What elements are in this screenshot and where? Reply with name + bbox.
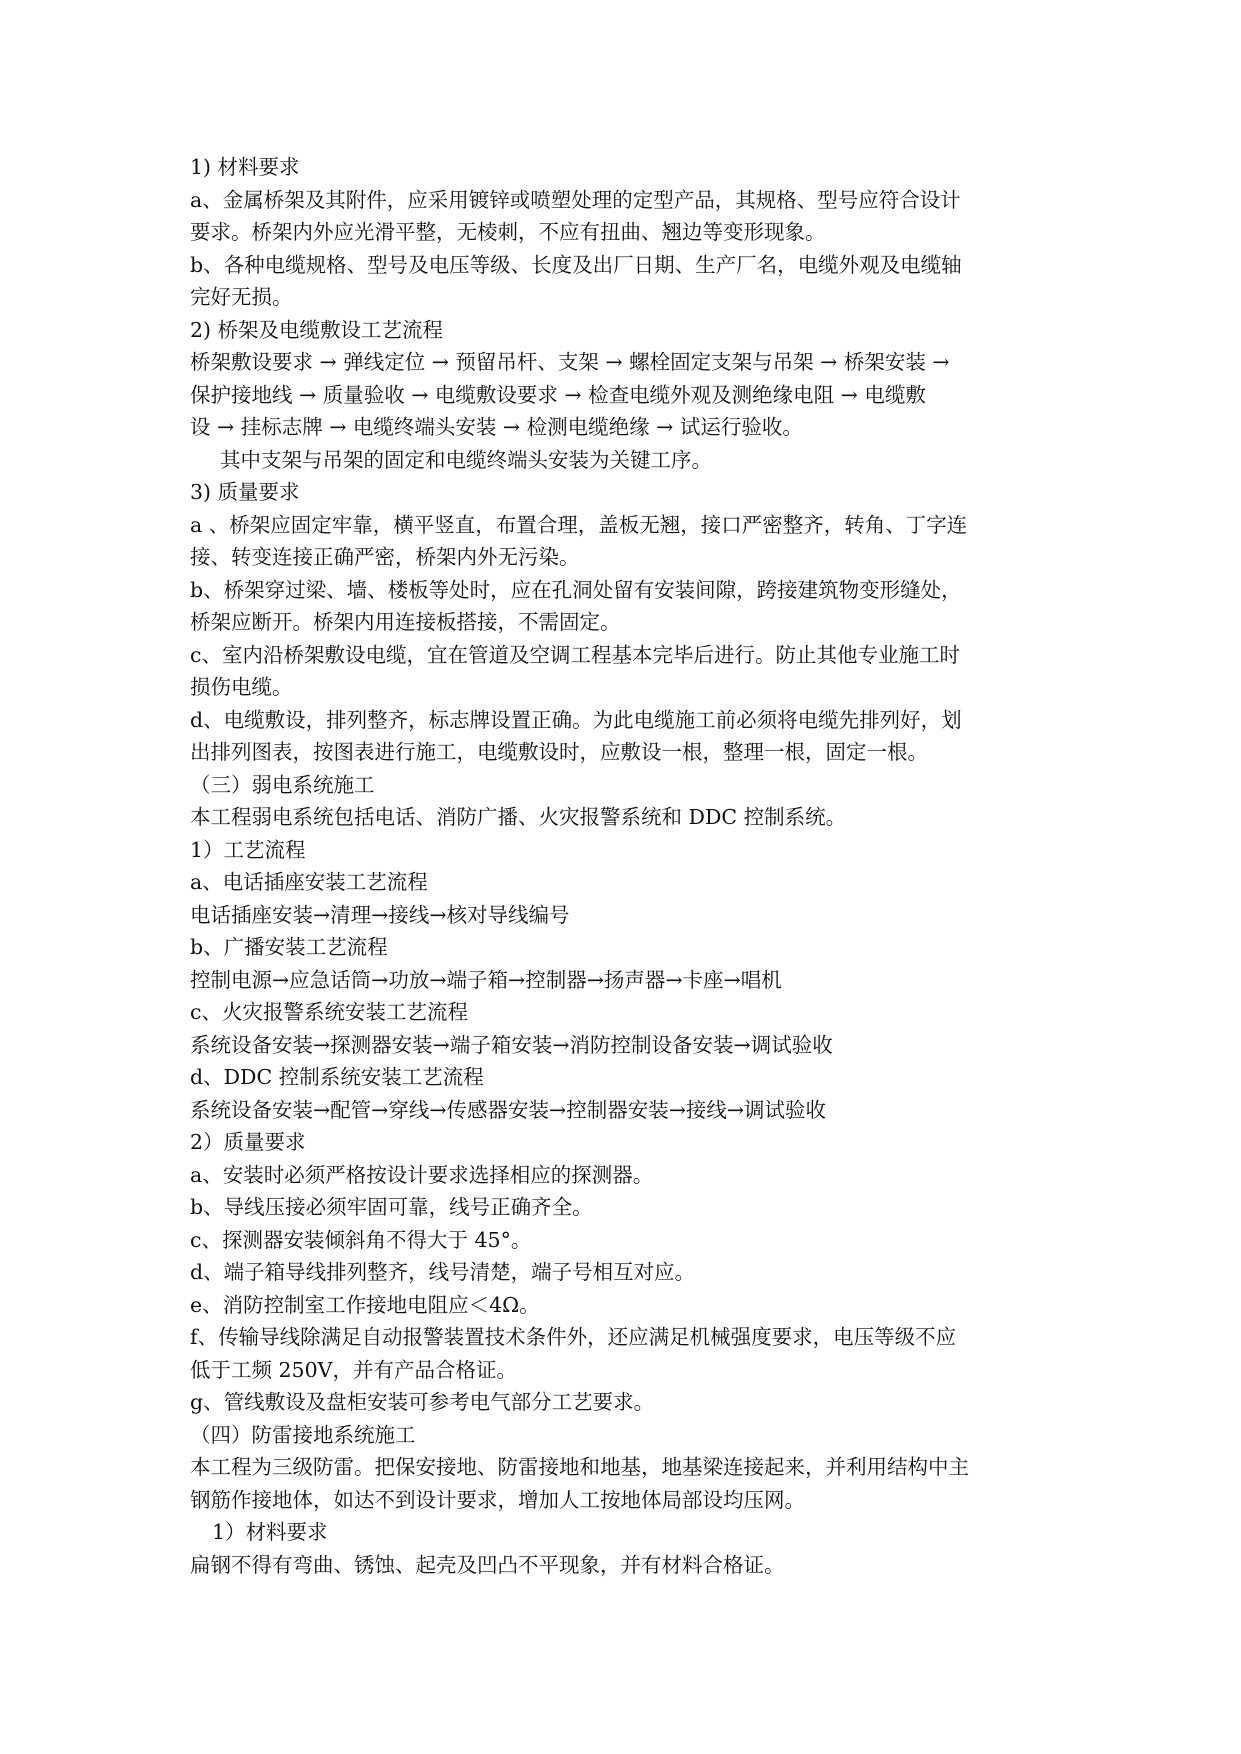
process-flow-line: 桥架敷设要求 → 弹线定位 → 预留吊杆、支架 → 螺栓固定支架与吊架 → 桥架安装 → [190, 350, 950, 374]
document-page [190, 151, 1060, 1581]
process-flow-line: 电话插座安装→清理→接线→核对导线编号 [190, 902, 570, 927]
paragraph-line: 接、转变连接正确严密，桥架内外无污染。 [190, 545, 580, 569]
section-heading: 2) 桥架及电缆敷设工艺流程 [190, 317, 444, 342]
paragraph-line: b、桥架穿过梁、墙、楼板等处时，应在孔洞处留有安装间隙，跨接建筑物变形缝处， [190, 577, 962, 602]
paragraph-line: b、各种电缆规格、型号及电压等级、长度及出厂日期、生产厂名，电缆外观及电缆轴 [190, 252, 962, 277]
paragraph-line: a 、桥架应固定牢靠，横平竖直，布置合理，盖板无翘，接口严密整齐，转角、丁字连 [190, 512, 968, 537]
paragraph-line: 本工程弱电系统包括电话、消防广播、火灾报警系统和 DDC 控制系统。 [190, 805, 847, 829]
process-flow-line: 系统设备安装→配管→穿线→传感器安装→控制器安装→接线→调试验收 [190, 1097, 827, 1122]
subsection-heading: d、DDC 控制系统安装工艺流程 [190, 1065, 484, 1089]
paragraph-line: d、电缆敷设，排列整齐，标志牌设置正确。为此电缆施工前必须将电缆先排列好，划 [190, 707, 962, 732]
paragraph-line: c、探测器安装倾斜角不得大于 45°。 [190, 1227, 532, 1252]
paragraph-line: 扁钢不得有弯曲、锈蚀、起壳及凹凸不平现象，并有材料合格证。 [190, 1552, 785, 1577]
subsection-heading: a、电话插座安装工艺流程 [190, 870, 428, 894]
process-flow-line: 设 → 挂标志牌 → 电缆终端头安装 → 检测电缆绝缘 → 试运行验收。 [190, 415, 803, 439]
section-heading: 1）材料要求 [212, 1520, 328, 1544]
process-flow-line: 控制电源→应急话筒→功放→端子箱→控制器→扬声器→卡座→唱机 [190, 967, 782, 992]
paragraph-line: 出排列图表，按图表进行施工，电缆敷设时，应敷设一根，整理一根，固定一根。 [190, 740, 928, 764]
paragraph-line: 桥架应断开。桥架内用连接板搭接，不需固定。 [190, 610, 621, 634]
paragraph-line: 完好无损。 [190, 285, 293, 309]
process-flow-line: 系统设备安装→探测器安装→端子箱安装→消防控制设备安装→调试验收 [190, 1032, 833, 1057]
paragraph-line: b、导线压接必须牢固可靠，线号正确齐全。 [190, 1195, 593, 1219]
paragraph-line: a、金属桥架及其附件，应采用镀锌或喷塑处理的定型产品，其规格、型号应符合设计 [190, 187, 961, 212]
paragraph-line: f、传输导线除满足自动报警装置技术条件外，还应满足机械强度要求，电压等级不应 [190, 1325, 957, 1349]
paragraph-line: c、室内沿桥架敷设电缆，宜在管道及空调工程基本完毕后进行。防止其他专业施工时 [190, 642, 960, 667]
section-heading: 1）工艺流程 [190, 837, 306, 862]
paragraph-line: 钢筋作接地体，如达不到设计要求，增加人工按地体局部设均压网。 [190, 1487, 805, 1512]
section-heading: 1) 材料要求 [190, 155, 300, 179]
section-heading: 2）质量要求 [190, 1130, 306, 1154]
paragraph-line: 损伤电缆。 [190, 675, 293, 699]
paragraph-line: g、管线敷设及盘柜安装可参考电气部分工艺要求。 [190, 1390, 655, 1414]
paragraph-line: e、消防控制室工作接地电阻应＜4Ω。 [190, 1292, 540, 1317]
paragraph-line: a、安装时必须严格按设计要求选择相应的探测器。 [190, 1162, 654, 1187]
paragraph-line: 本工程为三级防雷。把保安接地、防雷接地和地基，地基梁连接起来，并利用结构中主 [190, 1455, 969, 1479]
section-heading: 3) 质量要求 [190, 480, 300, 504]
paragraph-line: d、端子箱导线排列整齐，线号清楚，端子号相互对应。 [190, 1260, 696, 1284]
paragraph-line: 其中支架与吊架的固定和电缆终端头安装为关键工序。 [220, 447, 712, 472]
section-heading: （三）弱电系统施工 [190, 772, 375, 797]
subsection-heading: b、广播安装工艺流程 [190, 935, 388, 959]
section-heading: （四）防雷接地系统施工 [190, 1422, 416, 1447]
paragraph-line: 低于工频 250V，并有产品合格证。 [190, 1357, 517, 1382]
subsection-heading: c、火灾报警系统安装工艺流程 [190, 1000, 468, 1024]
process-flow-line: 保护接地线 → 质量验收 → 电缆敷设要求 → 检查电缆外观及测绝缘电阻 → 电缆敷 [190, 382, 926, 407]
paragraph-line: 要求。桥架内外应光滑平整，无棱刺，不应有扭曲、翘边等变形现象。 [190, 220, 826, 244]
